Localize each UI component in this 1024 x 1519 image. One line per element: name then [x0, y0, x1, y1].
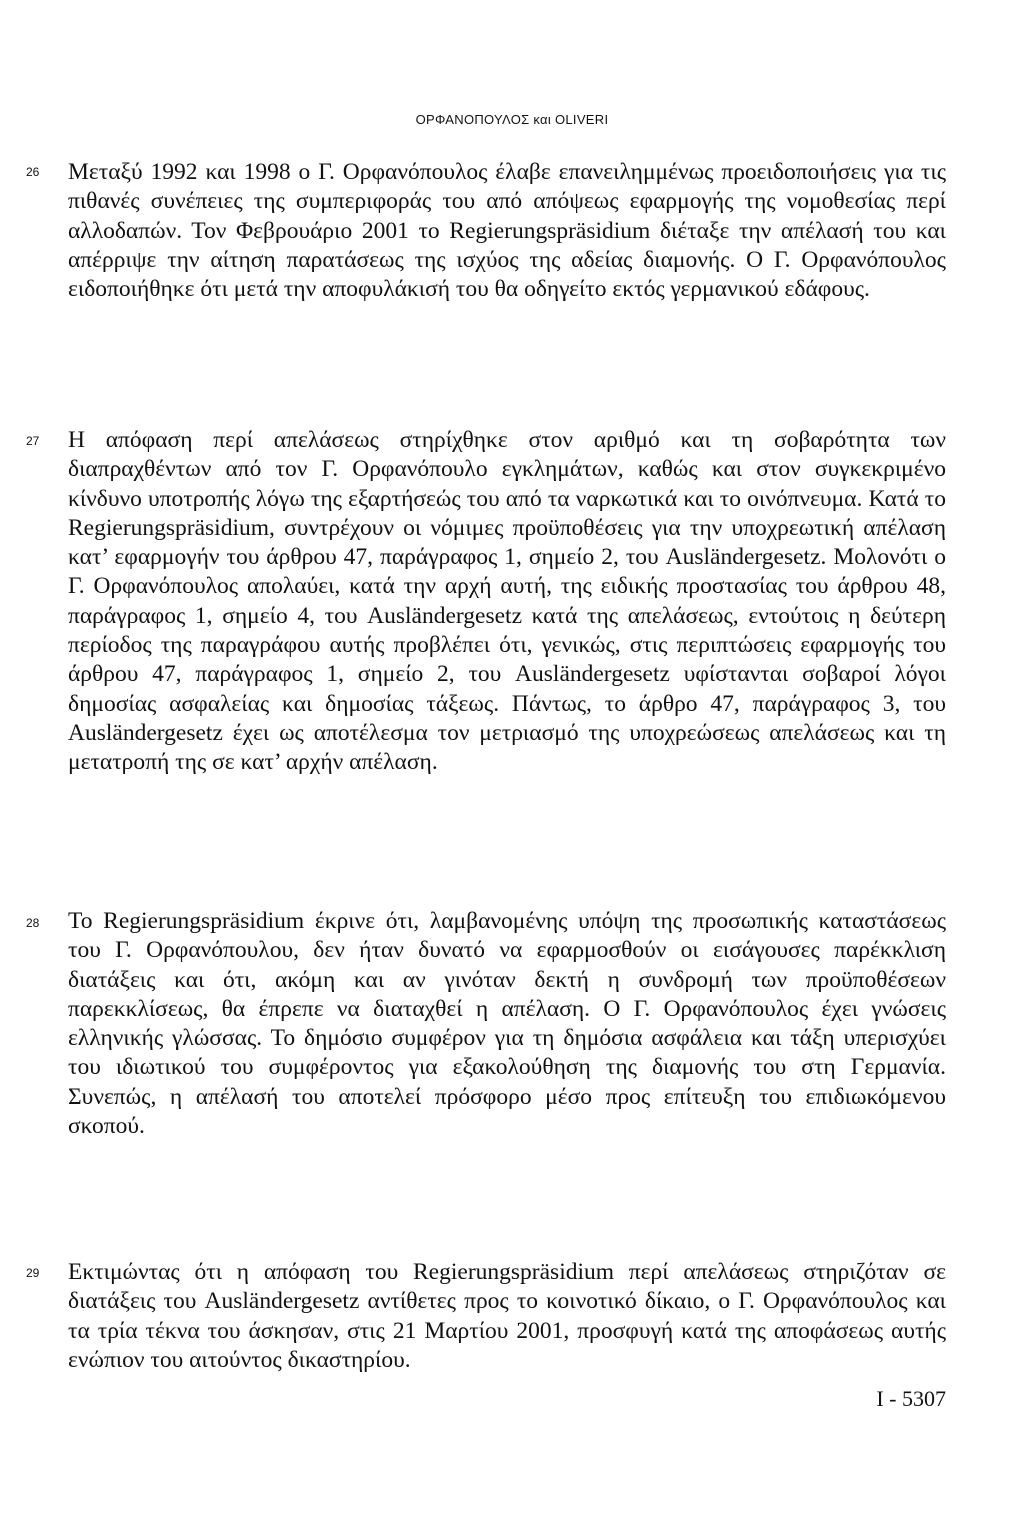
running-header: ΟΡΦΑΝΟΠΟΥΛΟΣ και OLIVERI — [415, 112, 609, 127]
paragraph-28: Το Regierungspräsidium έκρινε ότι, λαμβανομένης υπόψη της προσωπικής καταστάσεως του Γ. Ορφανόπουλου, δεν ήταν δυνατό να εφαρμοσθούν οι εισάγουσες παρέκκλιση διατάξεις και ότι, ακόμη και αν γινόταν δεκτή η συνδρομή των προϋποθέσεων παρεκκλίσεως, θα έπρεπε να διαταχθεί η απέλαση. Ο Γ. Ορφανόπουλος έχει γνώσεις ελληνικής γλώσσας. Το δημόσιο συμφέρον για τη δημόσια ασφάλεια και τάξη υπερισχύει του ιδιωτικού του συμφέροντος για εξακολούθηση της διαμονής του στη Γερμανία. Συνεπώς, η απέλασή του αποτελεί πρόσφορο μέσο προς επίτευξη του επιδιωκόμενου σκοπού. — [68, 908, 946, 1140]
paragraph-27: Η απόφαση περί απελάσεως στηρίχθηκε στον αριθμό και τη σοβαρότητα των διαπραχθέντων από τον Γ. Ορφανόπουλο εγκλημάτων, καθώς και στον συγκεκριμένο κίνδυνο υποτροπής λόγω της εξαρτήσεώς του από τα ναρκωτικά και το οινόπνευμα. Κατά το Regierungspräsidium, συντρέχουν οι νόμιμες προϋποθέσεις για την υποχρεωτική απέλαση κατ’ εφαρμογήν του άρθρου 47, παράγραφος 1, σημείο 2, του Ausländergesetz. Μολονότι ο Γ. Ορφανόπουλος απολαύει, κατά την αρχή αυτή, της ειδικής προστασίας του άρθρου 48, παράγραφος 1, σημείο 4, του Ausländergesetz κατά της απελάσεως, εντούτοις η δεύτερη περίοδος της παραγράφου αυτής προβλέπει ότι, γενικώς, στις περιπτώσεις εφαρμογής του άρθρου 47, παράγραφος 1, σημείο 2, του Ausländergesetz υφίστανται σοβαροί λόγοι δημοσίας ασφαλείας και δημοσίας τάξεως. Πάντως, το άρθρο 47, παράγραφος 3, του Ausländergesetz έχει ως αποτέλεσμα τον μετριασμό της υποχρεώσεως απελάσεως και τη μετατροπή της σε κατ’ αρχήν απέλαση. — [68, 427, 946, 776]
paragraph-number-28: 28 — [26, 916, 40, 930]
paragraph-number-26: 26 — [26, 165, 40, 179]
paragraph-number-29: 29 — [26, 1266, 40, 1280]
paragraph-29: Εκτιμώντας ότι η απόφαση του Regierungspräsidium περί απελάσεως στηριζόταν σε διατάξεις του Ausländergesetz αντίθετες προς το κοινοτικό δίκαιο, ο Γ. Ορφανόπουλος και τα τρία τέκνα του άσκησαν, στις 21 Μαρτίου 2001, προσφυγή κατά της αποφάσεως αυτής ενώπιον του αιτούντος δικαστηρίου. — [68, 1259, 946, 1373]
paragraph-26: Μεταξύ 1992 και 1998 ο Γ. Ορφανόπουλος έλαβε επανειλημμένως προειδοποιήσεις για τις πιθανές συνέπειες της συμπεριφοράς του από απόψεως εφαρμογής της νομοθεσίας περί αλλοδαπών. Τον Φεβρουάριο 2001 το Regierungspräsidium διέταξε την απέλασή του και απέρριψε την αίτηση παρατάσεως της ισχύος της αδείας διαμονής. Ο Γ. Ορφανόπουλος ειδοποιήθηκε ότι μετά την αποφυλάκισή του θα οδηγείτο εκτός γερμανικού εδάφους. — [68, 159, 946, 303]
paragraph-number-27: 27 — [26, 434, 40, 448]
page-number: I - 5307 — [876, 1386, 946, 1411]
